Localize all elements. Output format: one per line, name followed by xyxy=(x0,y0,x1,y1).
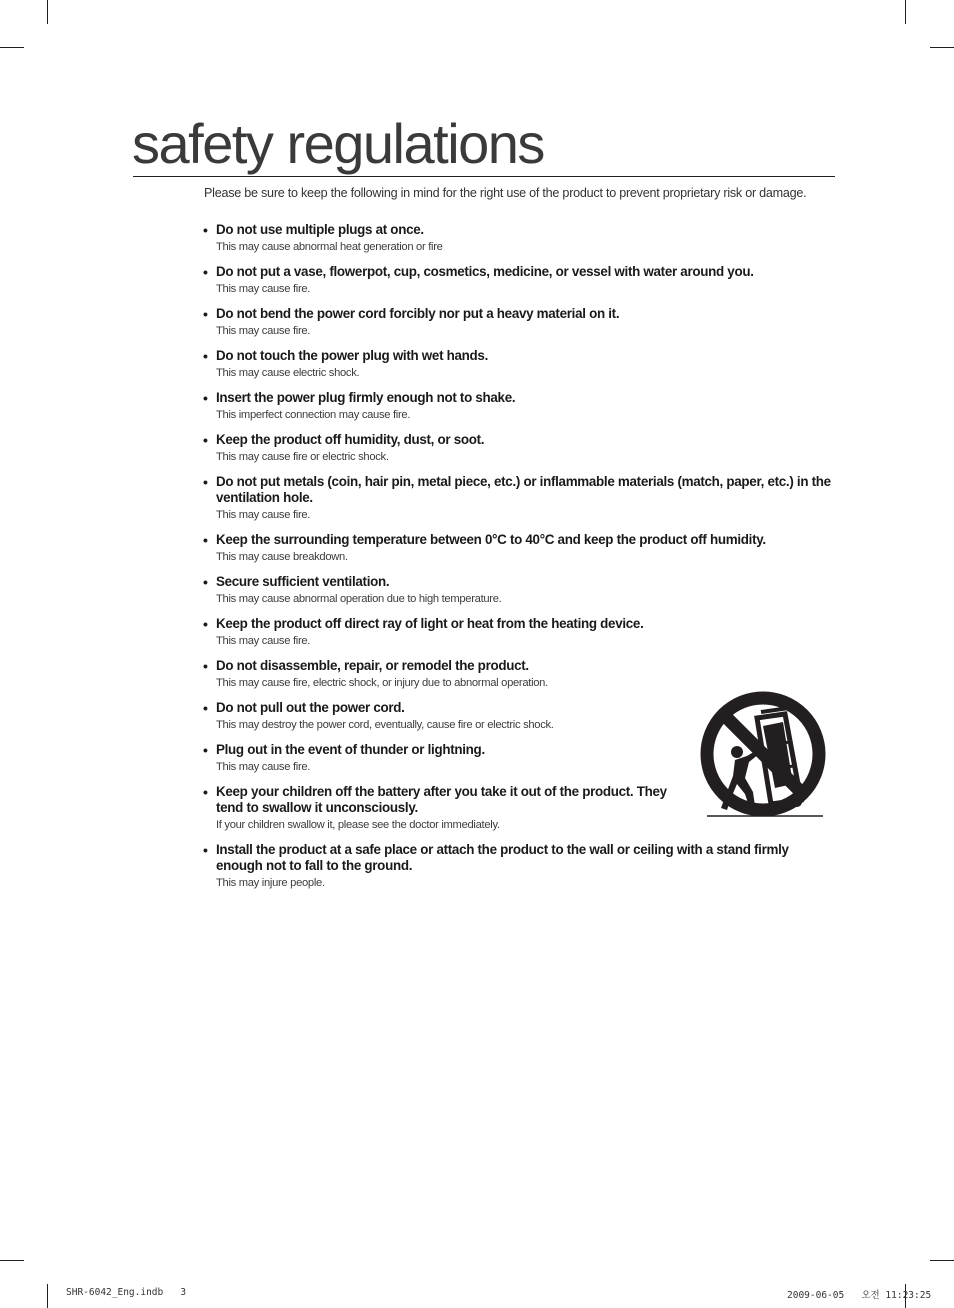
crop-mark xyxy=(47,1284,48,1308)
safety-rule xyxy=(203,390,833,422)
rule-heading: Keep the surrounding temperature between 0°C to 40°C and keep the product off humidity. xyxy=(216,532,766,547)
rule-heading: Insert the power plug firmly enough not to shake. xyxy=(216,390,516,405)
safety-rule xyxy=(203,574,833,606)
bullet: • xyxy=(203,264,208,280)
safety-rule xyxy=(203,842,833,890)
rule-heading: Do not touch the power plug with wet hands. xyxy=(216,348,489,363)
rule-consequence: If your children swallow it, please see the doctor immediately. xyxy=(216,819,500,831)
bullet: • xyxy=(203,306,208,322)
bullet: • xyxy=(203,784,208,800)
bullet: • xyxy=(203,658,208,674)
page-title: safety regulations xyxy=(132,112,544,175)
footer-file-info: SHR-6042_Eng.indb 3 xyxy=(66,1287,187,1298)
bullet: • xyxy=(203,532,208,548)
crop-mark xyxy=(0,47,24,48)
rule-heading: Secure sufficient ventilation. xyxy=(216,574,390,589)
bullet: • xyxy=(203,474,208,490)
bullet: • xyxy=(203,700,208,716)
footer-timestamp: 2009-06-05 오전 11:23:25 xyxy=(787,1290,932,1301)
crop-mark xyxy=(930,47,954,48)
bullet: • xyxy=(203,616,208,632)
safety-rule xyxy=(203,616,833,648)
crop-mark xyxy=(905,0,906,24)
rule-heading: Keep your children off the battery after you take it out of the product. They tend to swallow it unconsciously. xyxy=(216,784,667,815)
safety-rule xyxy=(203,222,833,254)
bullet: • xyxy=(203,742,208,758)
bullet: • xyxy=(203,842,208,858)
safety-rule xyxy=(203,432,833,464)
rule-heading: Do not pull out the power cord. xyxy=(216,700,405,715)
rule-consequence: This may cause breakdown. xyxy=(216,551,348,563)
crop-mark xyxy=(930,1260,954,1261)
rule-consequence: This may cause fire. xyxy=(216,325,311,337)
safety-rule xyxy=(203,532,833,564)
bullet: • xyxy=(203,390,208,406)
rule-consequence: This imperfect connection may cause fire. xyxy=(216,409,411,421)
rule-heading: Do not use multiple plugs at once. xyxy=(216,222,424,237)
rule-consequence: This may cause fire. xyxy=(216,283,311,295)
safety-rule xyxy=(203,658,833,690)
rule-heading: Install the product at a safe place or attach the product to the wall or ceiling with a stand firmly enough not to fall to the ground. xyxy=(216,842,789,873)
rule-heading: Do not put a vase, flowerpot, cup, cosmetics, medicine, or vessel with water around you. xyxy=(216,264,754,279)
rule-consequence: This may cause fire. xyxy=(216,635,311,647)
safety-rule xyxy=(203,306,833,338)
safety-rule xyxy=(203,348,833,380)
rule-consequence: This may cause abnormal heat generation or fire xyxy=(216,241,443,253)
rule-consequence: This may cause fire or electric shock. xyxy=(216,451,389,463)
bullet: • xyxy=(203,574,208,590)
rule-consequence: This may cause fire, electric shock, or injury due to abnormal operation. xyxy=(216,677,548,689)
rule-heading: Plug out in the event of thunder or lightning. xyxy=(216,742,485,757)
bullet: • xyxy=(203,222,208,238)
cart-tip-over-warning-icon xyxy=(697,688,827,820)
rule-consequence: This may cause abnormal operation due to high temperature. xyxy=(216,593,502,605)
rule-heading: Do not disassemble, repair, or remodel the product. xyxy=(216,658,529,673)
intro-text: Please be sure to keep the following in mind for the right use of the product to prevent proprietary risk or damage. xyxy=(204,186,807,200)
title-rule xyxy=(133,176,835,177)
rule-consequence: This may destroy the power cord, eventually, cause fire or electric shock. xyxy=(216,719,554,731)
safety-rule xyxy=(203,264,833,296)
crop-mark xyxy=(0,1260,24,1261)
crop-mark xyxy=(47,0,48,24)
safety-rule xyxy=(203,474,833,522)
rule-consequence: This may cause fire. xyxy=(216,509,311,521)
rule-consequence: This may injure people. xyxy=(216,877,325,889)
bullet: • xyxy=(203,432,208,448)
rule-consequence: This may cause fire. xyxy=(216,761,311,773)
rule-heading: Do not put metals (coin, hair pin, metal piece, etc.) or inflammable materials (match, paper, etc.) in the ventilation hole. xyxy=(216,474,831,505)
rule-heading: Do not bend the power cord forcibly nor put a heavy material on it. xyxy=(216,306,620,321)
rule-heading: Keep the product off humidity, dust, or soot. xyxy=(216,432,485,447)
bullet: • xyxy=(203,348,208,364)
rule-heading: Keep the product off direct ray of light or heat from the heating device. xyxy=(216,616,644,631)
rule-consequence: This may cause electric shock. xyxy=(216,367,360,379)
